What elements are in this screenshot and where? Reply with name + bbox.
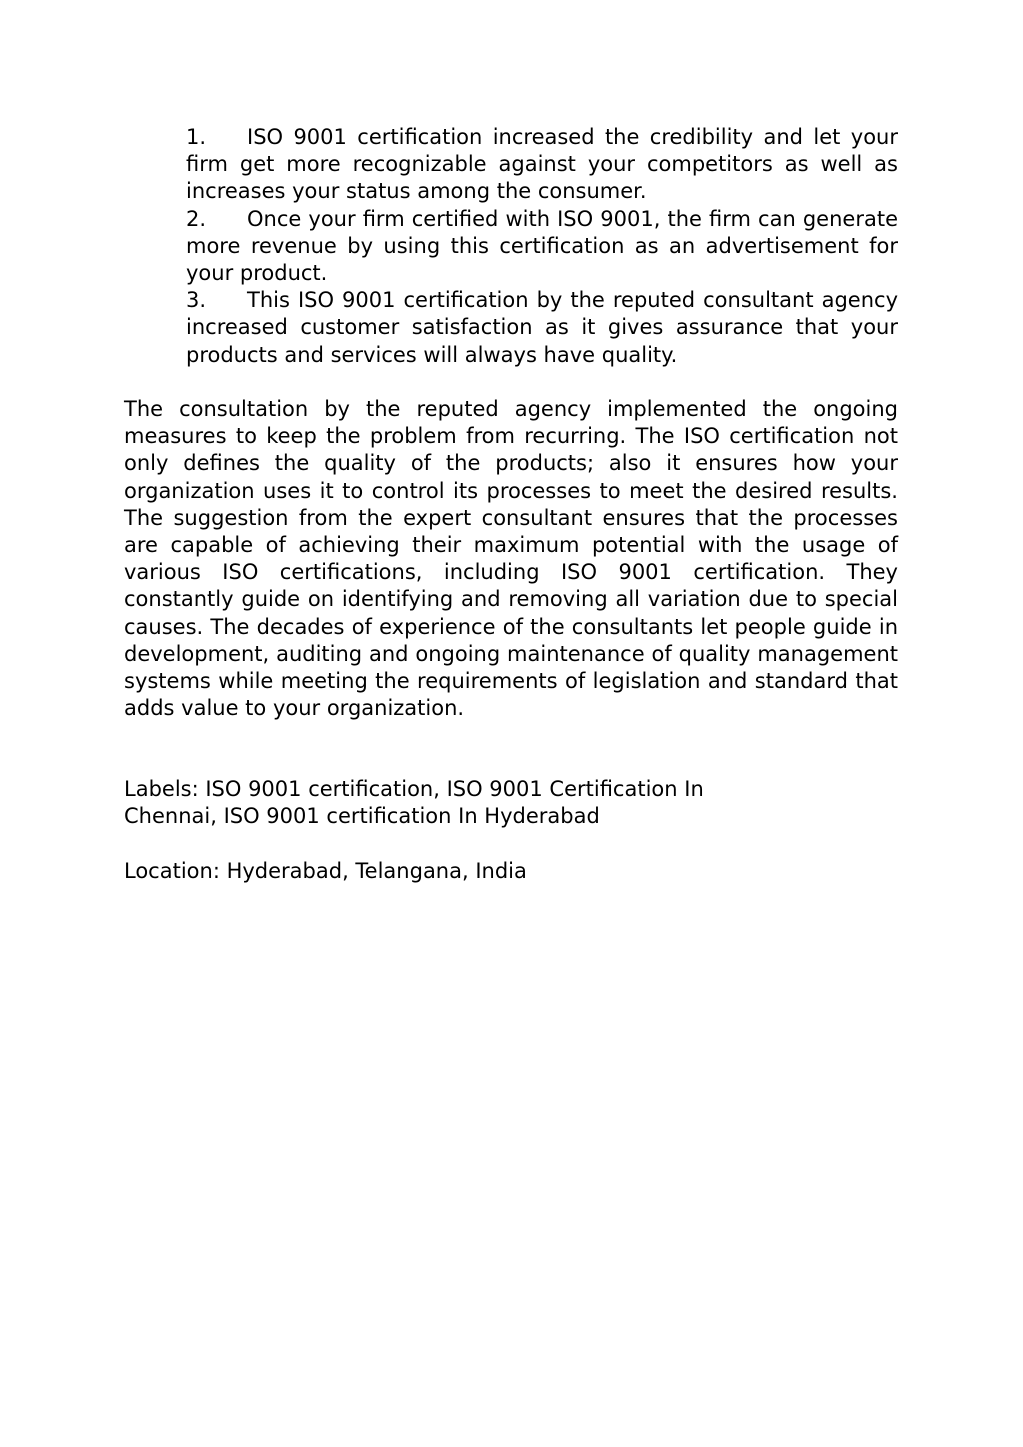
list-item: [186, 124, 898, 206]
list-item: [186, 206, 898, 288]
list-item-number: 2.: [186, 206, 207, 231]
labels-line: Labels: ISO 9001 certification, ISO 9001 Certification In Chennai, ISO 9001 certification In Hyderabad: [124, 777, 704, 829]
list-item-text: ISO 9001 certification increased the credibility and let your firm get more recognizable against your competitors as well as increases your status among the consumer.: [186, 125, 898, 204]
benefits-list: [186, 124, 898, 369]
location-line: Location: Hyderabad, Telangana, India: [124, 859, 527, 883]
list-item-number: 3.: [186, 288, 207, 313]
list-item-number: 1.: [186, 125, 207, 149]
body-paragraph: The consultation by the reputed agency implemented the ongoing measures to keep the problem from recurring. The ISO certification not only defines the quality of the products; also it ensures how your organization uses it to control its processes to meet the desired results. The suggestion from the expert consultant ensures that the processes are capable of achieving their maximum potential with the usage of various ISO certifications, including ISO 9001 certification. They constantly guide on identifying and removing all variation due to special causes. The decades of experience of the consultants let people guide in development, auditing and ongoing maintenance of quality management systems while meeting the requirements of legislation and standard that adds value to your organization.: [124, 397, 898, 721]
list-item-text: This ISO 9001 certification by the reputed consultant agency increased customer satisfaction as it gives assurance that your products and services will always have quality.: [186, 288, 898, 367]
list-item-text: Once your firm certified with ISO 9001, the firm can generate more revenue by using this certification as an advertisement for your product.: [186, 206, 898, 286]
list-item: [186, 287, 898, 369]
